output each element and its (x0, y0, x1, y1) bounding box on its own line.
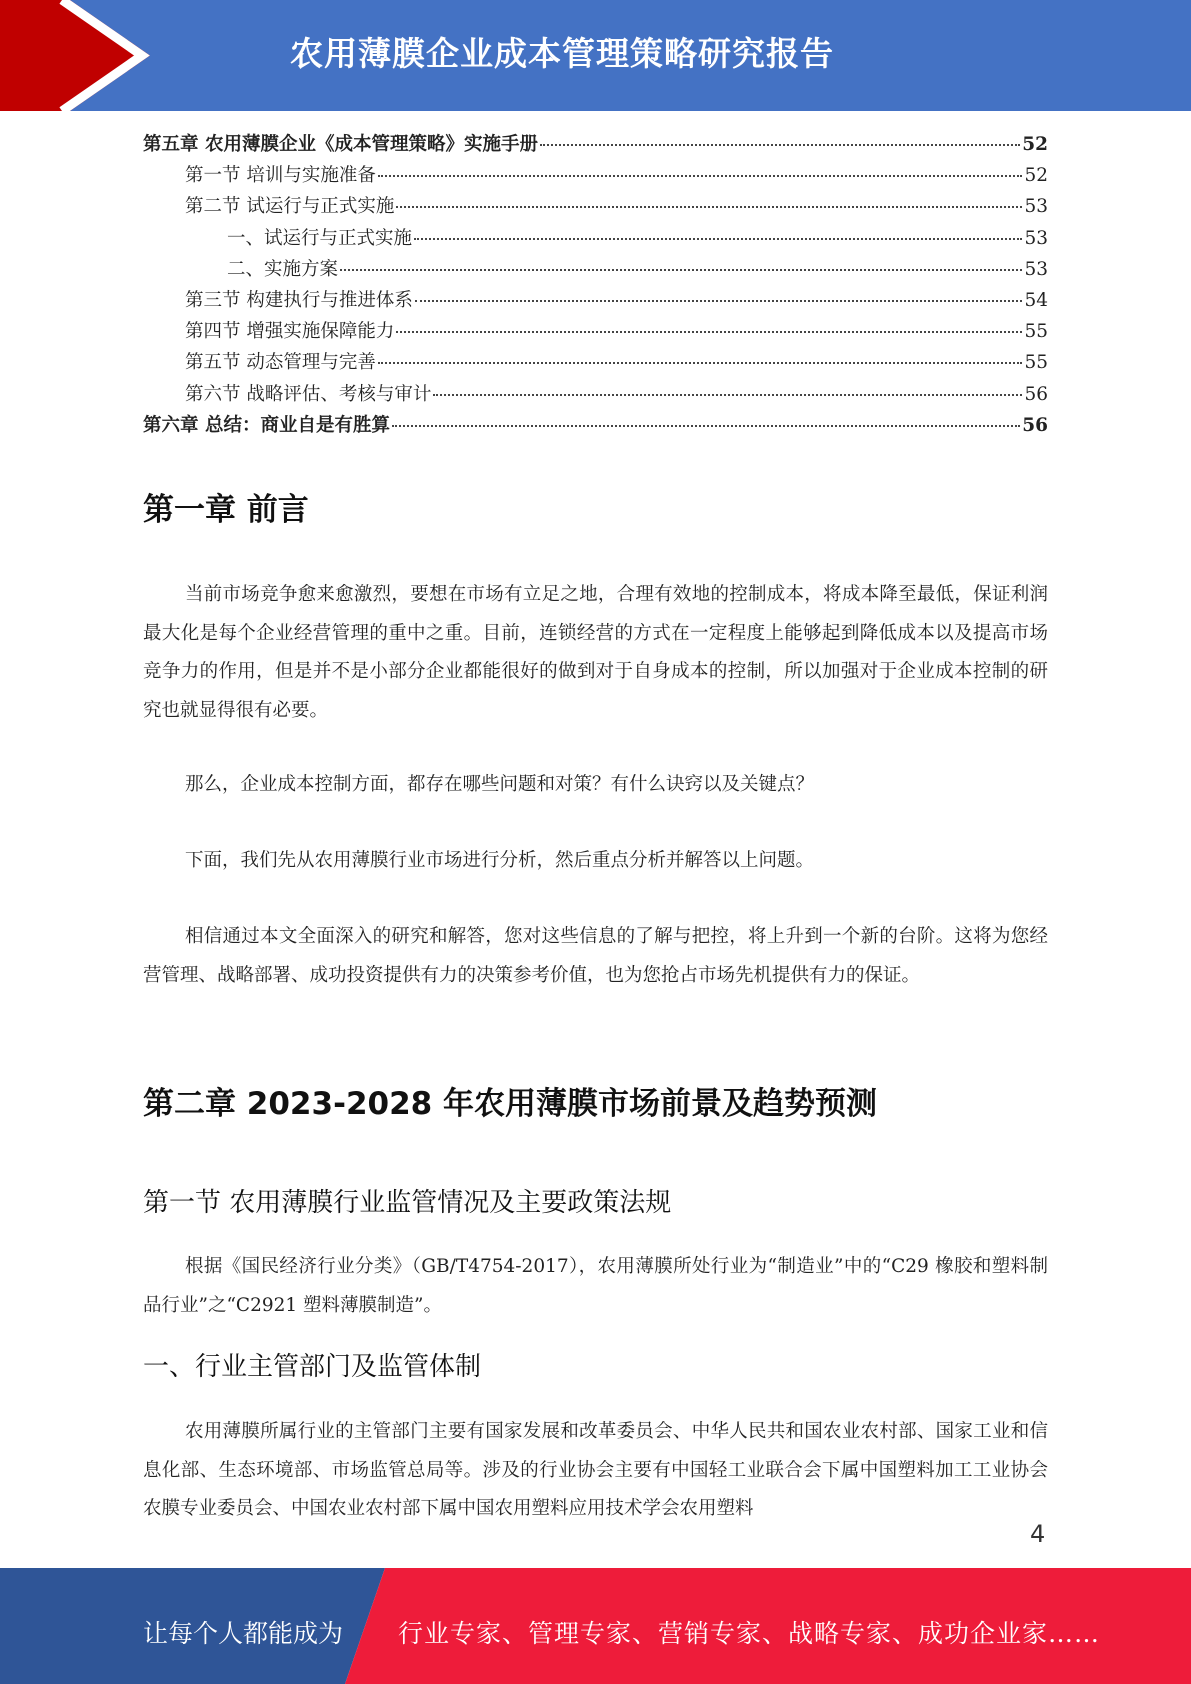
chapter-1-paragraph: 相信通过本文全面深入的研究和解答，您对这些信息的了解与把控，将上升到一个新的台阶。这将为您经营管理、战略部署、成功投资提供有力的决策参考价值，也为您抢占市场先机提供有力的保证。 (143, 926, 1048, 986)
toc-entry-title: 第二节 试运行与正式实施 (185, 196, 395, 218)
toc-dot-leader (433, 394, 1022, 396)
page-header (0, 0, 1191, 111)
toc-dot-leader (396, 206, 1022, 208)
toc-entry-page: 52 (1024, 165, 1048, 187)
toc-entry-title: 一、试运行与正式实施 (227, 227, 413, 249)
toc-entry-page: 52 (1022, 134, 1048, 155)
toc-entry-page: 53 (1024, 196, 1048, 218)
header-arrow-decoration (0, 0, 150, 111)
toc-entry-page: 55 (1024, 321, 1048, 343)
toc-entry[interactable] (143, 411, 1048, 442)
table-of-contents (143, 130, 1048, 442)
toc-dot-leader (378, 175, 1023, 177)
toc-dot-leader (414, 238, 1022, 240)
chapter-1-paragraph: 那么，企业成本控制方面，都存在哪些问题和对策？有什么诀窍以及关键点？ (185, 774, 815, 795)
toc-entry[interactable] (143, 192, 1048, 223)
toc-entry-title: 第六章 总结：商业自是有胜算 (143, 414, 390, 436)
chapter-1-paragraph: 当前市场竞争愈来愈激烈，要想在市场有立足之地，合理有效地的控制成本，将成本降至最低，保证利润最大化是每个企业经营管理的重中之重。目前，连锁经营的方式在一定程度上能够起到降低成本以及提高市场竞争力的作用，但是并不是小部分企业都能很好的做到对于自身成本的控制，所以加强对于企业成本控制的研究也就显得很有必要。 (143, 584, 1048, 721)
toc-entry[interactable] (143, 224, 1048, 255)
toc-entry[interactable] (143, 130, 1048, 161)
toc-entry-title: 第四节 增强实施保障能力 (185, 321, 395, 343)
toc-entry-page: 56 (1024, 383, 1048, 405)
toc-entry-title: 第三节 构建执行与推进体系 (185, 289, 413, 311)
subsection-title: 一、行业主管部门及监管体制 (143, 1352, 482, 1382)
toc-entry[interactable] (143, 317, 1048, 348)
toc-entry-page: 55 (1024, 352, 1048, 374)
chapter-1-title: 第一章 前言 (143, 492, 309, 528)
footer-slogan-right: 行业专家、管理专家、营销专家、战略专家、成功企业家…… (398, 1619, 1101, 1648)
toc-entry-title: 第六节 战略评估、考核与审计 (185, 383, 432, 405)
toc-entry-title: 二、实施方案 (227, 258, 339, 280)
toc-entry-title: 第五节 动态管理与完善 (185, 352, 376, 374)
toc-dot-leader (378, 362, 1023, 364)
page-number: 4 (1030, 1520, 1046, 1548)
section-paragraph: 根据《国民经济行业分类》（GB/T4754-2017），农用薄膜所处行业为“制造业”中的“C29 橡胶和塑料制品行业”之“C2921 塑料薄膜制造”。 (143, 1256, 1048, 1316)
toc-entry-page: 53 (1024, 227, 1048, 249)
toc-dot-leader (415, 300, 1023, 302)
toc-dot-leader (540, 144, 1020, 146)
toc-entry-title: 第五章 农用薄膜企业《成本管理策略》实施手册 (143, 134, 538, 155)
chapter-2-title: 第二章 2023-2028 年农用薄膜市场前景及趋势预测 (143, 1086, 878, 1122)
report-title: 农用薄膜企业成本管理策略研究报告 (290, 34, 834, 73)
toc-entry[interactable] (143, 348, 1048, 379)
toc-entry-page: 56 (1022, 414, 1048, 436)
toc-entry[interactable] (143, 380, 1048, 411)
toc-dot-leader (340, 269, 1022, 271)
toc-entry-page: 53 (1024, 258, 1048, 280)
toc-entry[interactable] (143, 255, 1048, 286)
toc-entry-title: 第一节 培训与实施准备 (185, 165, 376, 187)
toc-entry[interactable] (143, 161, 1048, 192)
subsection-paragraph: 农用薄膜所属行业的主管部门主要有国家发展和改革委员会、中华人民共和国农业农村部、国家工业和信息化部、生态环境部、市场监管总局等。涉及的行业协会主要有中国轻工业联合会下属中国塑料加工工业协会农膜专业委员会、中国农业农村部下属中国农用塑料应用技术学会农用塑料 (143, 1421, 1048, 1519)
toc-dot-leader (392, 425, 1020, 427)
section-title: 第一节 农用薄膜行业监管情况及主要政策法规 (143, 1188, 672, 1218)
toc-entry-page: 54 (1024, 289, 1048, 311)
page-footer (0, 1568, 1191, 1684)
toc-entry[interactable] (143, 286, 1048, 317)
toc-dot-leader (396, 331, 1022, 333)
chapter-1-paragraph: 下面，我们先从农用薄膜行业市场进行分析，然后重点分析并解答以上问题。 (185, 850, 815, 871)
footer-slogan-left: 让每个人都能成为 (143, 1619, 344, 1648)
